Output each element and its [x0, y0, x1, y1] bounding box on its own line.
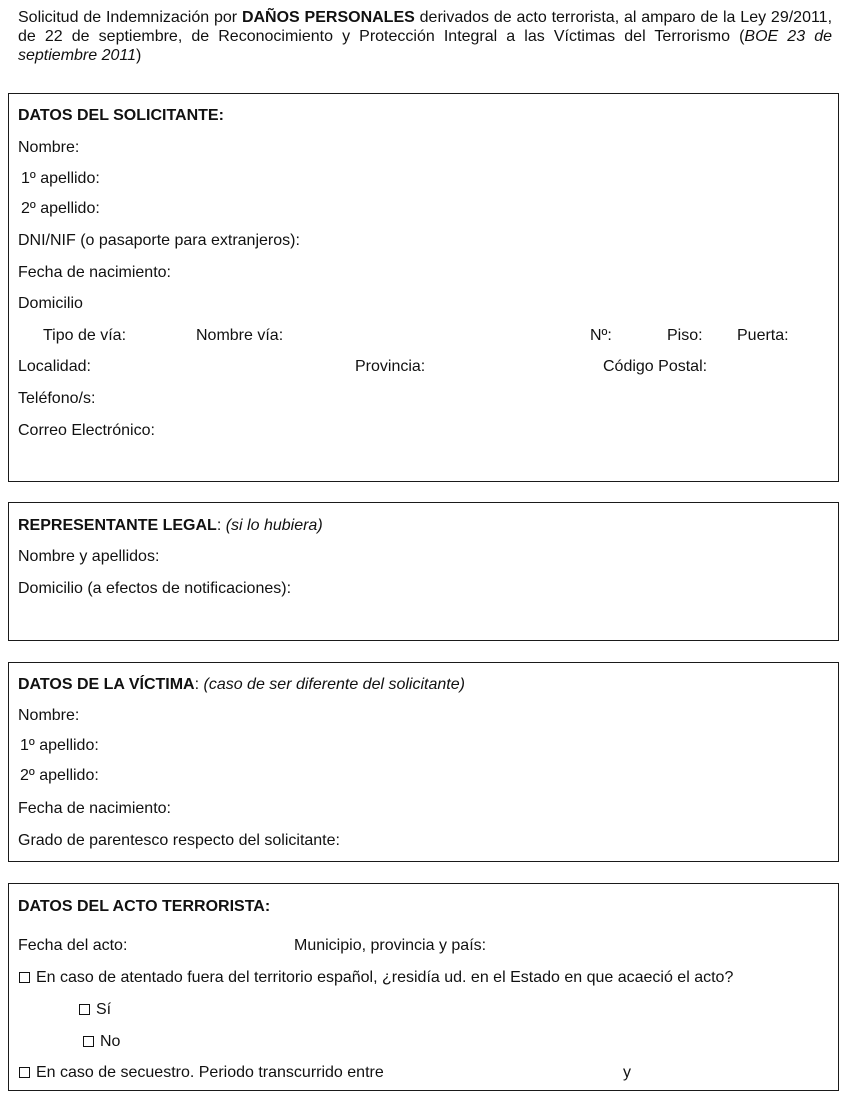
intro-text-2: derivados de acto terrorista, al amparo de la Ley 29/2011, de 22 de septiembre, de Reconocimiento y Protección Integral a las Víctimas del Terrorismo (: [18, 9, 833, 45]
codigo-postal-label: Código Postal:: [603, 358, 708, 375]
numero-label: Nº:: [590, 327, 612, 344]
solicitante-apellido2-label: 2º apellido:: [21, 200, 100, 217]
victima-colon: :: [194, 676, 204, 693]
si-label: Sí: [96, 1001, 112, 1018]
intro-italic: BOE 23 de septiembre 2011: [18, 28, 832, 64]
solicitante-nombre-label: Nombre:: [18, 139, 80, 156]
intro-text-1: Solicitud de Indemnización por: [18, 9, 242, 26]
secuestro-checkbox[interactable]: [19, 1067, 30, 1078]
tipo-via-label: Tipo de vía:: [43, 327, 127, 344]
victima-nombre-label: Nombre:: [18, 707, 80, 724]
fuera-territorio-option[interactable]: [19, 968, 733, 987]
secuestro-option[interactable]: [19, 1063, 384, 1082]
provincia-label: Provincia:: [355, 358, 426, 375]
representante-domicilio-label: Domicilio (a efectos de notificaciones):: [18, 580, 292, 597]
secuestro-y-label: y: [623, 1064, 631, 1081]
representante-header: [18, 516, 323, 535]
acto-fecha-label: Fecha del acto:: [18, 937, 128, 954]
victima-apellido2-label: 2º apellido:: [20, 767, 99, 784]
intro-paragraph: [18, 8, 832, 65]
telefono-label: Teléfono/s:: [18, 390, 96, 407]
victima-parentesco-label: Grado de parentesco respecto del solicitante:: [18, 832, 340, 849]
solicitante-apellido1-label: 1º apellido:: [21, 170, 100, 187]
piso-label: Piso:: [667, 327, 703, 344]
solicitante-title: DATOS DEL SOLICITANTE:: [18, 107, 224, 124]
si-option[interactable]: [79, 1000, 111, 1019]
solicitante-dni-label: DNI/NIF (o pasaporte para extranjeros):: [18, 232, 300, 249]
intro-bold: DAÑOS PERSONALES: [241, 9, 415, 26]
no-checkbox[interactable]: [83, 1036, 94, 1047]
representante-title: REPRESENTANTE LEGAL: [18, 517, 217, 534]
victima-apellido1-label: 1º apellido:: [20, 737, 99, 754]
nombre-via-label: Nombre vía:: [196, 327, 284, 344]
solicitante-domicilio-label: Domicilio: [18, 295, 83, 312]
representante-note: (si lo hubiera): [225, 517, 323, 534]
fuera-territorio-label: En caso de atentado fuera del territorio español, ¿residía ud. en el Estado en que acaeció el acto?: [36, 969, 734, 986]
representante-colon: :: [216, 517, 226, 534]
victima-title: DATOS DE LA VÍCTIMA: [18, 676, 195, 693]
acto-municipio-label: Municipio, provincia y país:: [294, 937, 487, 954]
no-label: No: [100, 1033, 121, 1050]
secuestro-label: En caso de secuestro. Periodo transcurrido entre: [36, 1064, 384, 1081]
victima-header: [18, 675, 465, 694]
representante-nombre-label: Nombre y apellidos:: [18, 548, 160, 565]
acto-title: DATOS DEL ACTO TERRORISTA:: [18, 898, 271, 915]
correo-label: Correo Electrónico:: [18, 422, 155, 439]
no-option[interactable]: [83, 1032, 120, 1051]
si-checkbox[interactable]: [79, 1004, 90, 1015]
localidad-label: Localidad:: [18, 358, 91, 375]
victima-note: (caso de ser diferente del solicitante): [203, 676, 465, 693]
puerta-label: Puerta:: [737, 327, 789, 344]
victima-fecha-nacimiento-label: Fecha de nacimiento:: [18, 800, 171, 817]
intro-text-3: ): [136, 47, 142, 64]
solicitante-fecha-nacimiento-label: Fecha de nacimiento:: [18, 264, 171, 281]
fuera-territorio-checkbox[interactable]: [19, 972, 30, 983]
